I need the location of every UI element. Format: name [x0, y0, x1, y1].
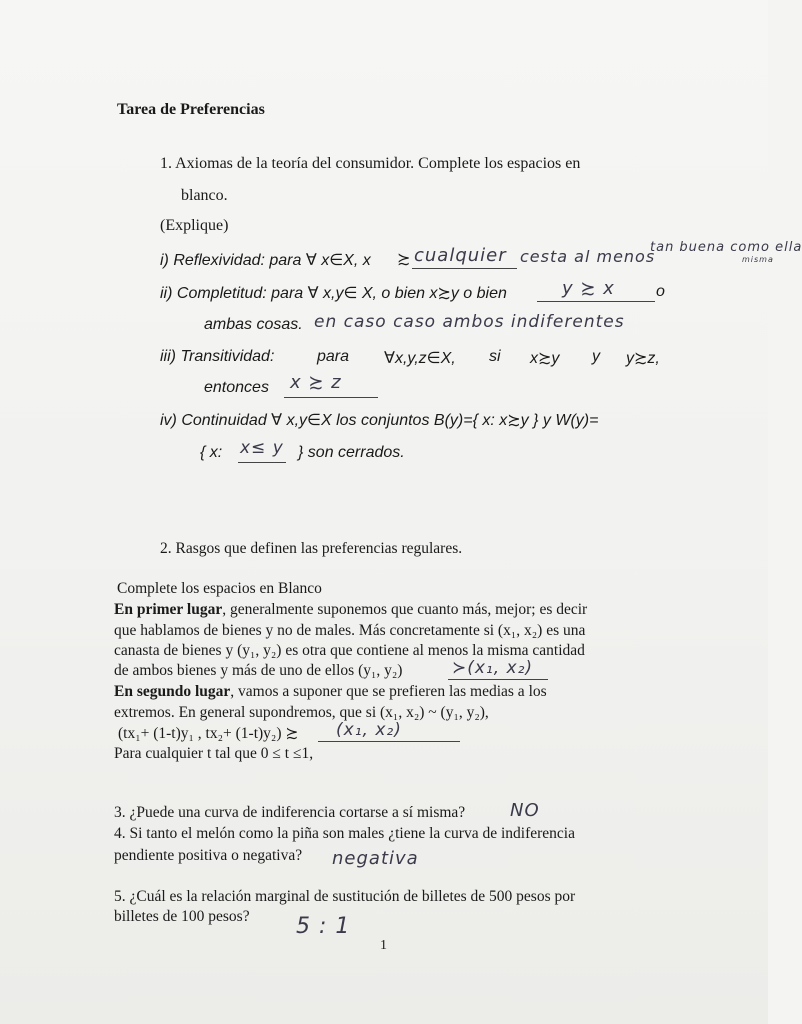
- q1-iii-answer: x ≿ z: [290, 372, 342, 393]
- q1-ii-blank: [537, 301, 655, 302]
- q1-iii-f: y: [592, 348, 600, 365]
- q5-answer: 5 : 1: [296, 914, 351, 939]
- q2-line6: [114, 683, 547, 701]
- q2-line8-answer: (x₁, x₂): [336, 720, 402, 740]
- document-title: Tarea de Preferencias: [117, 101, 265, 118]
- q1-iii-e: x≿y: [530, 350, 560, 367]
- q2-line2-rest: , generalmente suponemos que cuanto más, mejor; es decir: [222, 601, 588, 618]
- q2-line3: que hablamos de bienes y no de males. Más concretamente si (x₁, x₂) es una: [114, 622, 586, 639]
- q1-iii-g: y≿z,: [626, 350, 660, 367]
- q4-line1: 4. Si tanto el melón como la piña son males ¿tiene la curva de indiferencia: [114, 825, 575, 842]
- q2-line8-blank: [318, 741, 460, 742]
- q1-i-symbol: ≿: [397, 251, 411, 268]
- q1-iv-open: { x:: [200, 444, 223, 461]
- q2-line6-bold: En segundo lugar: [114, 683, 231, 700]
- q1-iv-blank: [238, 462, 286, 463]
- q2-line2: [114, 601, 587, 619]
- q2-heading: 2. Rasgos que definen las preferencias regulares.: [160, 540, 463, 557]
- q1-ii-text: ii) Completitud: para ∀ x,y∈ X, o bien x≿y o bien: [160, 285, 507, 302]
- q1-iv-close: } son cerrados.: [298, 444, 405, 461]
- q1-iii-line2: entonces: [204, 379, 269, 396]
- q4-answer: negativa: [332, 848, 419, 869]
- q1-ii-line2: ambas cosas.: [204, 316, 303, 333]
- q2-line9: Para cualquier t tal que 0 ≤ t ≤1,: [114, 745, 314, 762]
- q1-i-text: i) Reflexividad: para ∀ x∈X, x: [160, 252, 371, 269]
- q1-iv-answer: x≤ y: [240, 438, 284, 458]
- q2-line6-rest: , vamos a suponer que se prefieren las medias a los: [230, 683, 547, 700]
- q1-line3: (Explique): [160, 217, 229, 234]
- q1-i-blank: [412, 268, 517, 269]
- q2-line2-bold: En primer lugar: [114, 601, 223, 618]
- q1-ii-answer: y ≿ x: [562, 278, 615, 299]
- q1-line1: 1. Axiomas de la teoría del consumidor. Complete los espacios en: [160, 155, 581, 172]
- page-number: 1: [380, 938, 387, 953]
- q2-line5-answer: ≻(x₁, x₂): [452, 658, 534, 678]
- q4-line2: pendiente positiva o negativa?: [114, 847, 303, 864]
- q1-i-answer-3: tan buena como ella: [650, 240, 802, 255]
- q5-line1: 5. ¿Cuál es la relación marginal de sustitución de billetes de 500 pesos por: [114, 888, 576, 905]
- q1-iv-text: iv) Continuidad ∀ x,y∈X los conjuntos B(y)={ x: x≿y } y W(y)=: [160, 412, 599, 429]
- q1-ii-end: o: [656, 283, 665, 300]
- q1-line2: blanco.: [181, 187, 228, 204]
- q1-iii-blank: [284, 397, 378, 398]
- q1-iii-c: ∀x,y,z∈X,: [384, 350, 456, 367]
- q2-line5: de ambos bienes y más de uno de ellos (y₁, y₂): [114, 662, 403, 679]
- q2-line1: Complete los espacios en Blanco: [117, 580, 322, 597]
- q1-i-answer-2: cesta al menos: [520, 247, 656, 266]
- q1-i-answer: cualquier: [414, 245, 507, 266]
- q1-iii-d: si: [489, 348, 501, 365]
- q1-ii-answer-2: en caso caso ambos indiferentes: [314, 312, 625, 332]
- q2-line5-blank: [448, 679, 548, 680]
- q2-line7: extremos. En general supondremos, que si (x₁, x₂) ~ (y₁, y₂),: [114, 704, 489, 721]
- q5-line2: billetes de 100 pesos?: [114, 908, 250, 925]
- q1-iii-a: iii) Transitividad:: [160, 348, 275, 365]
- q2-line8: (tx₁+ (1-t)y₁ , tx₂+ (1-t)y₂) ≿: [118, 725, 299, 742]
- q1-i-answer-4: misma: [742, 255, 774, 264]
- q3-answer: NO: [510, 800, 540, 821]
- q2-line4: canasta de bienes y (y₁, y₂) es otra que contiene al menos la misma cantidad: [114, 642, 585, 659]
- q1-iii-b: para: [317, 348, 350, 365]
- q3-text: 3. ¿Puede una curva de indiferencia cortarse a sí misma?: [114, 804, 466, 821]
